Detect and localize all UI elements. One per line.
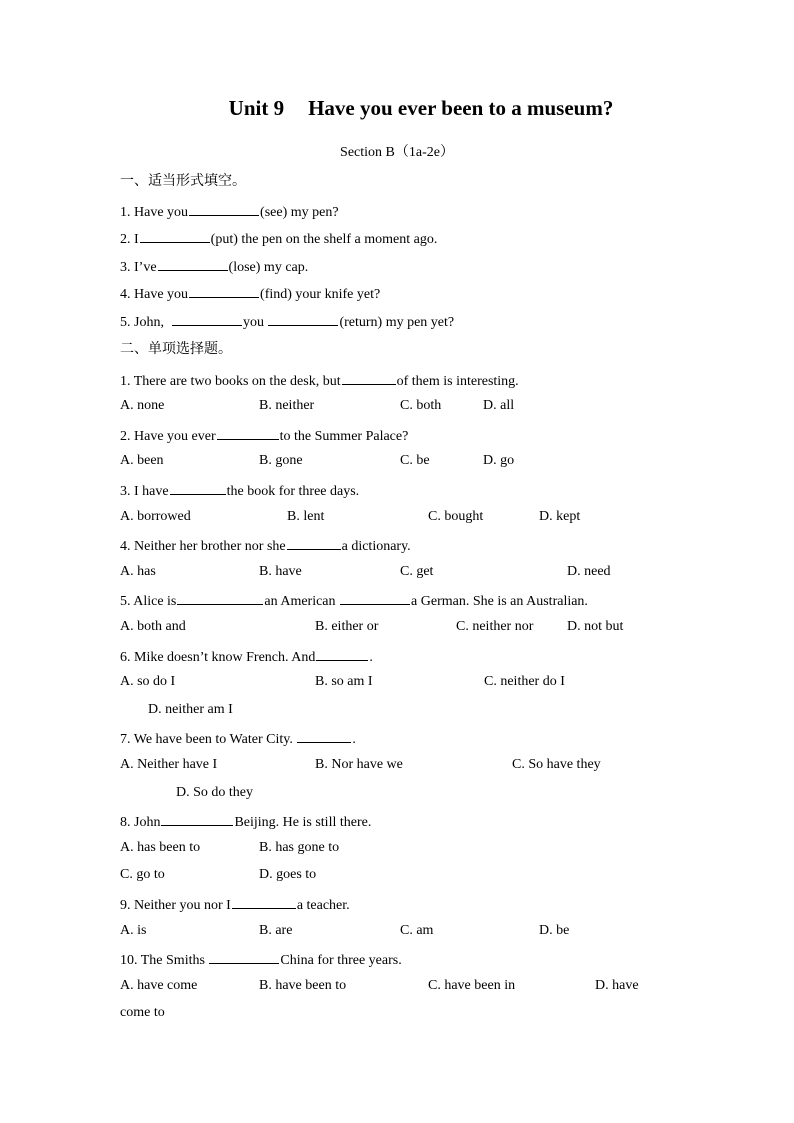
option-a[interactable]: A. is bbox=[120, 923, 147, 938]
answer-blank[interactable] bbox=[340, 590, 410, 605]
option-b[interactable]: B. are bbox=[259, 923, 293, 938]
answer-blank[interactable] bbox=[268, 311, 338, 326]
fill-item-4: 4. Have you (find) your knife yet? bbox=[120, 283, 380, 304]
option-d[interactable]: D. need bbox=[567, 564, 611, 579]
option-c[interactable]: C. So have they bbox=[512, 757, 601, 772]
question-7: 7. We have been to Water City. . bbox=[120, 728, 356, 749]
answer-blank[interactable] bbox=[297, 728, 351, 743]
option-a[interactable]: A. so do I bbox=[120, 674, 176, 689]
option-c[interactable]: C. get bbox=[400, 564, 434, 579]
answer-blank[interactable] bbox=[158, 256, 228, 271]
fill-item-2: 2. I (put) the pen on the shelf a moment ago. bbox=[120, 228, 437, 249]
question-1: 1. There are two books on the desk, but of them is interesting. bbox=[120, 370, 519, 391]
option-b[interactable]: B. has gone to bbox=[259, 840, 340, 855]
question-6: 6. Mike doesn’t know French. And . bbox=[120, 646, 373, 667]
option-d[interactable]: D. have bbox=[595, 978, 639, 993]
option-b[interactable]: B. gone bbox=[259, 453, 303, 468]
fill-item-1: 1. Have you (see) my pen? bbox=[120, 201, 339, 222]
option-a[interactable]: A. both and bbox=[120, 619, 186, 634]
section2-heading: 二、单项选择题。 bbox=[120, 341, 232, 357]
title-unit: Unit 9 bbox=[228, 96, 285, 120]
option-a[interactable]: A. have come bbox=[120, 978, 198, 993]
option-d[interactable]: D. goes to bbox=[259, 867, 317, 882]
option-c[interactable]: C. both bbox=[400, 398, 442, 413]
question-4: 4. Neither her brother nor she a dictionary. bbox=[120, 535, 411, 556]
question-8: 8. John Beijing. He is still there. bbox=[120, 811, 371, 832]
option-d[interactable]: D. neither am I bbox=[148, 702, 233, 717]
option-b[interactable]: B. have been to bbox=[259, 978, 347, 993]
option-b[interactable]: B. have bbox=[259, 564, 302, 579]
answer-blank[interactable] bbox=[172, 311, 242, 326]
fill-item-3: 3. I’ve (lose) my cap. bbox=[120, 256, 308, 277]
option-c[interactable]: C. have been in bbox=[428, 978, 516, 993]
answer-blank[interactable] bbox=[342, 370, 396, 385]
option-a[interactable]: A. has bbox=[120, 564, 156, 579]
answer-blank[interactable] bbox=[177, 590, 263, 605]
option-c[interactable]: C. be bbox=[400, 453, 430, 468]
option-d[interactable]: D. kept bbox=[539, 509, 581, 524]
option-b[interactable]: B. lent bbox=[287, 509, 325, 524]
answer-blank[interactable] bbox=[232, 894, 296, 909]
option-c[interactable]: C. neither nor bbox=[456, 619, 534, 634]
question-9: 9. Neither you nor I a teacher. bbox=[120, 894, 350, 915]
option-a[interactable]: A. Neither have I bbox=[120, 757, 218, 772]
option-d[interactable]: D. go bbox=[483, 453, 515, 468]
option-a[interactable]: A. borrowed bbox=[120, 509, 191, 524]
answer-blank[interactable] bbox=[209, 949, 279, 964]
option-b[interactable]: B. neither bbox=[259, 398, 315, 413]
option-a[interactable]: A. been bbox=[120, 453, 164, 468]
option-b[interactable]: B. so am I bbox=[315, 674, 373, 689]
question-2: 2. Have you ever to the Summer Palace? bbox=[120, 425, 408, 446]
option-d[interactable]: D. all bbox=[483, 398, 515, 413]
option-a[interactable]: A. has been to bbox=[120, 840, 201, 855]
question-10: 10. The Smiths China for three years. bbox=[120, 949, 402, 970]
title-question: Have you ever been to a museum? bbox=[308, 96, 614, 120]
option-d[interactable]: D. be bbox=[539, 923, 570, 938]
question-5: 5. Alice is an American a German. She is an Australian. bbox=[120, 590, 588, 611]
option-d[interactable]: D. not but bbox=[567, 619, 624, 634]
option-d[interactable]: D. So do they bbox=[176, 785, 253, 800]
answer-blank[interactable] bbox=[217, 425, 279, 440]
option-c[interactable]: C. go to bbox=[120, 867, 165, 882]
option-d-continued: come to bbox=[120, 1005, 165, 1020]
option-b[interactable]: B. either or bbox=[315, 619, 379, 634]
option-c[interactable]: C. bought bbox=[428, 509, 484, 524]
answer-blank[interactable] bbox=[287, 535, 341, 550]
question-3: 3. I have the book for three days. bbox=[120, 480, 359, 501]
option-b[interactable]: B. Nor have we bbox=[315, 757, 403, 772]
answer-blank[interactable] bbox=[161, 811, 233, 826]
answer-blank[interactable] bbox=[189, 283, 259, 298]
section-subtitle: Section B（1a-2e） bbox=[340, 145, 454, 160]
fill-item-5: 5. John, you (return) my pen yet? bbox=[120, 311, 454, 332]
page-title bbox=[0, 96, 794, 121]
option-c[interactable]: C. am bbox=[400, 923, 434, 938]
answer-blank[interactable] bbox=[140, 228, 210, 243]
answer-blank[interactable] bbox=[189, 201, 259, 216]
answer-blank[interactable] bbox=[170, 480, 226, 495]
option-c[interactable]: C. neither do I bbox=[484, 674, 565, 689]
section1-heading: 一、适当形式填空。 bbox=[120, 173, 246, 189]
option-a[interactable]: A. none bbox=[120, 398, 165, 413]
answer-blank[interactable] bbox=[316, 646, 368, 661]
